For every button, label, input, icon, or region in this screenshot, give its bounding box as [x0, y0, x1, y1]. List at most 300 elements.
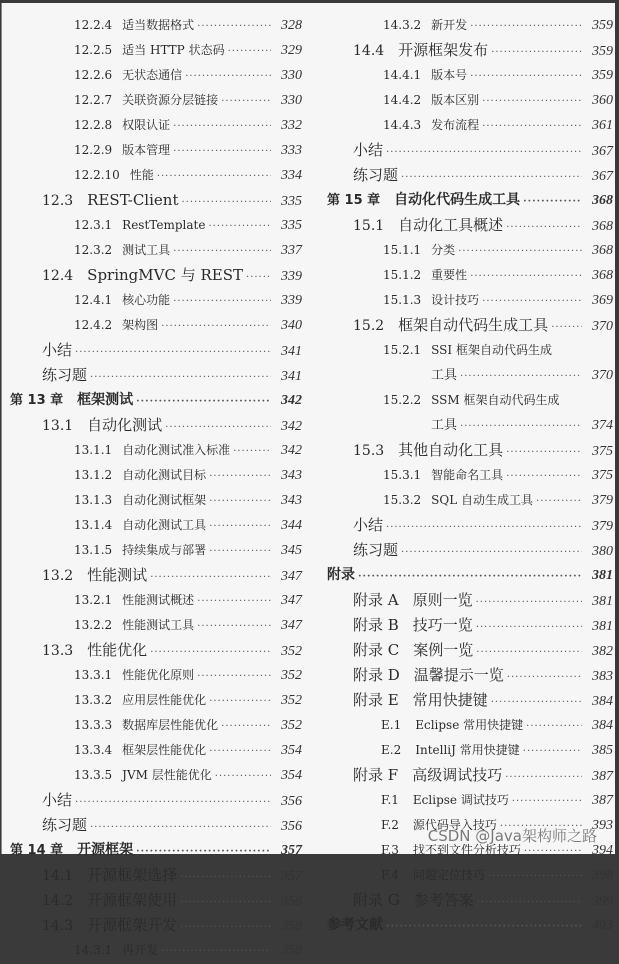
leader-dots	[173, 239, 271, 264]
leader-dots	[208, 214, 271, 239]
entry-page-number: 374	[592, 418, 613, 433]
entry-number: 13.1.4	[74, 518, 113, 532]
entry-page-number: 342	[281, 419, 302, 434]
entry-number: 14.3.2	[383, 18, 422, 32]
leader-dots	[386, 914, 582, 939]
entry-page-number: 381	[592, 568, 613, 583]
entry-title: 关联资源分层链接	[122, 93, 219, 107]
toc-entry	[2, 738, 302, 763]
entry-number: 13.3	[42, 643, 74, 659]
entry-page-number: 384	[592, 694, 613, 709]
toc-entry	[319, 88, 613, 113]
toc-entry	[2, 888, 302, 913]
entry-page-number: 352	[281, 693, 302, 708]
entry-page-number: 368	[592, 268, 613, 283]
leader-dots	[506, 440, 582, 465]
toc-entry	[2, 663, 302, 688]
leader-dots	[536, 489, 582, 514]
toc-entry	[319, 913, 613, 938]
toc-entry	[2, 313, 302, 338]
leader-dots	[150, 565, 271, 590]
entry-number: 15.1.3	[383, 293, 422, 307]
entry-title: Eclipse 常用快捷键	[415, 718, 524, 732]
entry-page-number: 384	[592, 718, 613, 733]
entry-title: IntelliJ 常用快捷键	[415, 743, 520, 757]
entry-page-number: 343	[281, 493, 302, 508]
entry-title: 练习题	[42, 366, 88, 384]
toc-entry	[319, 513, 613, 538]
entry-number: 12.2.8	[74, 118, 113, 132]
toc-entry	[2, 263, 302, 288]
entry-number: 12.4	[42, 268, 74, 284]
toc-entry	[319, 763, 613, 788]
toc-entry	[319, 213, 613, 238]
entry-title: SpringMVC 与 REST	[87, 266, 244, 284]
entry-page-number: 385	[592, 743, 613, 758]
entry-title: 自动化测试	[87, 416, 163, 434]
entry-title: REST-Client	[87, 191, 179, 209]
entry-title: 智能命名工具	[431, 468, 504, 482]
watermark: CSDN @Java架构师之路	[427, 827, 597, 845]
entry-page-number: 367	[592, 144, 613, 159]
toc-entry	[319, 313, 613, 338]
entry-page-number: 368	[592, 219, 613, 234]
entry-title: 权限认证	[122, 118, 171, 132]
entry-page-number: 359	[592, 68, 613, 83]
entry-title: 数据库层性能优化	[122, 718, 219, 732]
leader-dots	[209, 514, 271, 539]
entry-number: 13.3.5	[74, 768, 113, 782]
leader-dots	[491, 40, 582, 65]
entry-page-number: 333	[281, 143, 302, 158]
toc-entry	[2, 863, 302, 888]
entry-title: 常用快捷键	[412, 691, 488, 709]
entry-title: 性能测试工具	[122, 618, 195, 632]
leader-dots	[506, 464, 582, 489]
leader-dots	[386, 140, 582, 165]
entry-page-number: 375	[592, 468, 613, 483]
entry-title: 新开发	[431, 18, 468, 32]
entry-page-number: 342	[281, 393, 302, 408]
entry-title: 开源框架发布	[398, 41, 489, 59]
toc-entry	[319, 238, 613, 263]
toc-entry	[319, 688, 613, 713]
toc-entry	[2, 763, 302, 788]
entry-number: 附录 C	[353, 641, 400, 659]
toc-entry	[2, 563, 302, 588]
leader-dots	[460, 414, 582, 439]
entry-number: 14.2	[42, 893, 74, 909]
entry-title: 性能	[129, 168, 154, 182]
leader-dots	[470, 264, 582, 289]
entry-number: 14.4.1	[383, 68, 422, 82]
leader-dots	[401, 540, 582, 565]
leader-dots	[90, 365, 271, 390]
entry-page-number: 367	[592, 169, 613, 184]
toc-entry	[319, 363, 613, 388]
entry-number: 12.3.1	[74, 218, 113, 232]
entry-title: 源代码导入技巧	[412, 818, 497, 832]
leader-dots	[476, 590, 582, 615]
entry-title: JVM 层性能优化	[122, 768, 212, 782]
entry-number: 13.1.2	[74, 468, 113, 482]
entry-number: 附录 D	[353, 666, 400, 684]
entry-title: 框架测试	[77, 392, 134, 408]
entry-number: 12.2.10	[74, 168, 120, 182]
toc-entry	[319, 613, 613, 638]
entry-number: F.2	[381, 818, 399, 832]
toc-entry	[319, 13, 613, 38]
leader-dots	[90, 815, 271, 840]
toc-entry	[319, 738, 613, 763]
entry-page-number: 359	[592, 18, 613, 33]
toc-entry	[2, 463, 302, 488]
toc-entry	[319, 463, 613, 488]
leader-dots	[488, 864, 582, 889]
toc-entry	[2, 38, 302, 63]
leader-dots	[477, 890, 582, 915]
toc-entry	[319, 663, 613, 688]
entry-number: 15.2.2	[383, 393, 422, 407]
leader-dots	[180, 890, 271, 915]
entry-page-number: 358	[281, 894, 302, 909]
entry-number: 13.2.2	[74, 618, 113, 632]
entry-title: 版本区别	[431, 93, 480, 107]
entry-number: 12.2.4	[74, 18, 113, 32]
leader-dots	[180, 865, 271, 890]
toc-entry	[319, 438, 613, 463]
entry-number: 第 15 章	[327, 193, 381, 208]
leader-dots	[185, 64, 271, 89]
toc-entry	[2, 788, 302, 813]
entry-title: 温馨提示一览	[413, 666, 504, 684]
entry-page-number: 334	[281, 168, 302, 183]
entry-title: 自动化测试框架	[122, 493, 207, 507]
entry-title: 自动化工具概述	[398, 216, 504, 234]
entry-page-number: 354	[281, 743, 302, 758]
leader-dots	[215, 764, 271, 789]
entry-number: 附录 G	[353, 891, 400, 909]
entry-title: 自动化测试目标	[122, 468, 207, 482]
entry-page-number: 394	[592, 843, 613, 858]
entry-page-number: 382	[592, 644, 613, 659]
entry-number: F.3	[381, 843, 399, 857]
toc-entry	[2, 838, 302, 863]
leader-dots	[476, 615, 582, 640]
toc-entry	[2, 588, 302, 613]
entry-page-number: 330	[281, 93, 302, 108]
toc-entry	[2, 138, 302, 163]
entry-number: 15.1.1	[383, 243, 422, 257]
entry-title: Eclipse 调试技巧	[412, 793, 509, 807]
entry-page-number: 387	[592, 793, 613, 808]
toc-entry	[2, 688, 302, 713]
leader-dots	[233, 439, 271, 464]
leader-dots	[221, 89, 271, 114]
entry-number: 附录 F	[353, 766, 399, 784]
toc-entry	[2, 913, 302, 938]
entry-number: 12.2.6	[74, 68, 113, 82]
leader-dots	[491, 690, 582, 715]
entry-page-number: 357	[281, 843, 302, 858]
leader-dots	[180, 915, 271, 940]
entry-page-number: 383	[592, 669, 613, 684]
entry-title: 小结	[353, 516, 384, 534]
entry-number: 14.3	[42, 918, 74, 934]
entry-page-number: 359	[592, 44, 613, 59]
leader-dots	[482, 114, 582, 139]
entry-page-number: 347	[281, 618, 302, 633]
entry-title: 附录	[327, 567, 355, 583]
toc-entry	[2, 13, 302, 38]
entry-page-number: 342	[281, 443, 302, 458]
leader-dots	[482, 289, 582, 314]
leader-dots	[173, 114, 271, 139]
entry-number: 第 14 章	[10, 843, 64, 858]
leader-dots	[460, 364, 582, 389]
entry-title: RestTemplate	[122, 218, 206, 232]
leader-dots	[358, 564, 582, 589]
toc-entry	[2, 438, 302, 463]
toc-entry	[319, 38, 613, 63]
toc-entry	[2, 388, 302, 413]
entry-title: 参考文献	[327, 917, 383, 933]
entry-number: 13.3.4	[74, 743, 113, 757]
entry-page-number: 370	[592, 368, 613, 383]
leader-dots	[197, 664, 271, 689]
entry-page-number: 335	[281, 194, 302, 209]
entry-title: 小结	[353, 141, 384, 159]
entry-number: 15.3	[353, 443, 385, 459]
leader-dots	[209, 489, 271, 514]
toc-entry	[319, 163, 613, 188]
entry-page-number: 375	[592, 444, 613, 459]
toc-entry	[319, 788, 613, 813]
entry-page-number: 398	[592, 868, 613, 883]
toc-entry	[319, 113, 613, 138]
entry-page-number: 340	[281, 318, 302, 333]
entry-title: SSM 框架自动代码生成	[431, 393, 560, 407]
entry-title: 案例一览	[413, 641, 474, 659]
entry-title: 练习题	[353, 166, 399, 184]
entry-page-number: 381	[592, 619, 613, 634]
entry-title: 测试工具	[122, 243, 171, 257]
entry-page-number: 356	[281, 794, 302, 809]
toc-entry	[319, 288, 613, 313]
toc-entry	[2, 88, 302, 113]
toc-entry	[319, 588, 613, 613]
leader-dots	[506, 215, 582, 240]
leader-dots	[173, 139, 271, 164]
entry-title: 框架自动代码生成工具	[398, 316, 549, 334]
entry-number: 12.2.9	[74, 143, 113, 157]
entry-number: 15.3.2	[383, 493, 422, 507]
entry-title: 工具	[431, 368, 458, 383]
toc-entry	[319, 138, 613, 163]
toc-entry	[2, 163, 302, 188]
toc-entry	[319, 388, 613, 413]
entry-number: 14.4.3	[383, 118, 422, 132]
entry-page-number: 380	[592, 544, 613, 559]
entry-number: 15.1	[353, 218, 385, 234]
entry-title: SSI 框架自动代码生成	[431, 343, 552, 357]
entry-page-number: 381	[592, 594, 613, 609]
entry-page-number: 341	[281, 369, 302, 384]
entry-number: 附录 E	[353, 691, 399, 709]
entry-title: 高级调试技巧	[412, 766, 503, 784]
leader-dots	[209, 739, 271, 764]
entry-title: 练习题	[353, 541, 399, 559]
toc-entry	[319, 413, 613, 438]
leader-dots	[197, 614, 271, 639]
toc-entry	[2, 338, 302, 363]
leader-dots	[181, 190, 271, 215]
toc-entry	[319, 188, 613, 213]
entry-page-number: 354	[281, 768, 302, 783]
entry-title: 应用层性能优化	[122, 693, 207, 707]
entry-number: F.4	[381, 868, 399, 882]
leader-dots	[136, 839, 271, 864]
toc-entry	[319, 563, 613, 588]
leader-dots	[526, 714, 582, 739]
entry-number: F.1	[381, 793, 399, 807]
entry-title: 开源框架使用	[87, 891, 178, 909]
entry-title: 小结	[42, 791, 73, 809]
entry-page-number: 358	[281, 943, 302, 958]
leader-dots	[221, 714, 271, 739]
entry-page-number: 393	[592, 818, 613, 833]
entry-title: 重要性	[431, 268, 468, 282]
entry-page-number: 339	[281, 269, 302, 284]
entry-title: 分类	[431, 243, 456, 257]
toc-entry	[319, 538, 613, 563]
entry-number: 15.1.2	[383, 268, 422, 282]
entry-title: 开源框架选择	[87, 866, 178, 884]
entry-title: 自动化测试准入标准	[122, 443, 231, 457]
leader-dots	[165, 415, 271, 440]
entry-number: 附录 B	[353, 616, 399, 634]
leader-dots	[209, 539, 271, 564]
entry-page-number: 341	[281, 344, 302, 359]
entry-number: 第 13 章	[10, 393, 64, 408]
entry-number: E.2	[381, 743, 402, 757]
entry-title: 架构图	[122, 318, 159, 332]
entry-title: 原则一览	[412, 591, 473, 609]
leader-dots	[482, 89, 582, 114]
leader-dots	[386, 515, 582, 540]
entry-number: 13.2	[42, 568, 74, 584]
leader-dots	[470, 64, 582, 89]
entry-page-number: 379	[592, 493, 613, 508]
entry-title: 自动化代码生成工具	[394, 192, 521, 208]
entry-page-number: 335	[281, 218, 302, 233]
toc-entry	[2, 813, 302, 838]
entry-number: 13.1.1	[74, 443, 113, 457]
entry-page-number: 329	[281, 43, 302, 58]
leader-dots	[458, 239, 582, 264]
entry-page-number: 328	[281, 18, 302, 33]
entry-page-number: 344	[281, 518, 302, 533]
leader-dots	[136, 389, 271, 414]
toc-entry	[319, 338, 613, 363]
toc-entry	[2, 238, 302, 263]
entry-number: 12.2.7	[74, 93, 113, 107]
entry-title: 设计技巧	[431, 293, 480, 307]
entry-title: 版本管理	[122, 143, 171, 157]
toc-entry	[319, 888, 613, 913]
entry-title: SQL 自动生成工具	[431, 493, 534, 507]
toc-entry	[2, 713, 302, 738]
entry-page-number: 347	[281, 569, 302, 584]
leader-dots	[551, 315, 582, 340]
toc-entry	[2, 538, 302, 563]
entry-number: 15.2	[353, 318, 385, 334]
entry-page-number: 399	[592, 894, 613, 909]
leader-dots	[246, 265, 271, 290]
toc-entry	[319, 713, 613, 738]
entry-title: 发布流程	[431, 118, 480, 132]
toc-entry	[319, 263, 613, 288]
leader-dots	[197, 589, 271, 614]
entry-title: 参考答案	[413, 891, 474, 909]
leader-dots	[75, 340, 271, 365]
entry-title: 找不到文件分析技巧	[412, 843, 521, 857]
leader-dots	[507, 665, 582, 690]
entry-title: 性能测试	[87, 566, 148, 584]
entry-page-number: 361	[592, 118, 613, 133]
entry-title: 性能测试概述	[122, 593, 195, 607]
leader-dots	[505, 765, 582, 790]
entry-title: 适当数据格式	[122, 18, 195, 32]
entry-number: 15.2.1	[383, 343, 422, 357]
entry-page-number: 332	[281, 118, 302, 133]
entry-number: 14.1	[42, 868, 74, 884]
leader-dots	[209, 689, 271, 714]
toc-entry	[2, 938, 302, 963]
entry-number: 12.4.2	[74, 318, 113, 332]
toc-entry	[2, 613, 302, 638]
entry-number: 12.2.5	[74, 43, 113, 57]
entry-page-number: 352	[281, 644, 302, 659]
toc-entry	[2, 363, 302, 388]
entry-title: 版本号	[431, 68, 468, 82]
entry-page-number: 370	[592, 319, 613, 334]
leader-dots	[512, 789, 582, 814]
entry-page-number: 343	[281, 468, 302, 483]
entry-page-number: 352	[281, 668, 302, 683]
leader-dots	[476, 640, 582, 665]
entry-page-number: 369	[592, 293, 613, 308]
leader-dots	[523, 189, 582, 214]
toc-entry	[2, 638, 302, 663]
entry-page-number: 403	[592, 918, 613, 933]
entry-page-number: 358	[281, 919, 302, 934]
leader-dots	[197, 14, 271, 39]
toc-entry	[2, 188, 302, 213]
entry-number: 13.2.1	[74, 593, 113, 607]
toc-entry	[2, 413, 302, 438]
toc-entry	[2, 113, 302, 138]
toc-entry	[319, 638, 613, 663]
entry-title: 练习题	[42, 816, 88, 834]
entry-title: 开源框架开发	[87, 916, 178, 934]
toc-page	[1, 3, 615, 958]
entry-title: 小结	[42, 341, 73, 359]
entry-page-number: 379	[592, 519, 613, 534]
toc-entry	[2, 513, 302, 538]
leader-dots	[173, 289, 271, 314]
entry-title: 框架层性能优化	[122, 743, 207, 757]
